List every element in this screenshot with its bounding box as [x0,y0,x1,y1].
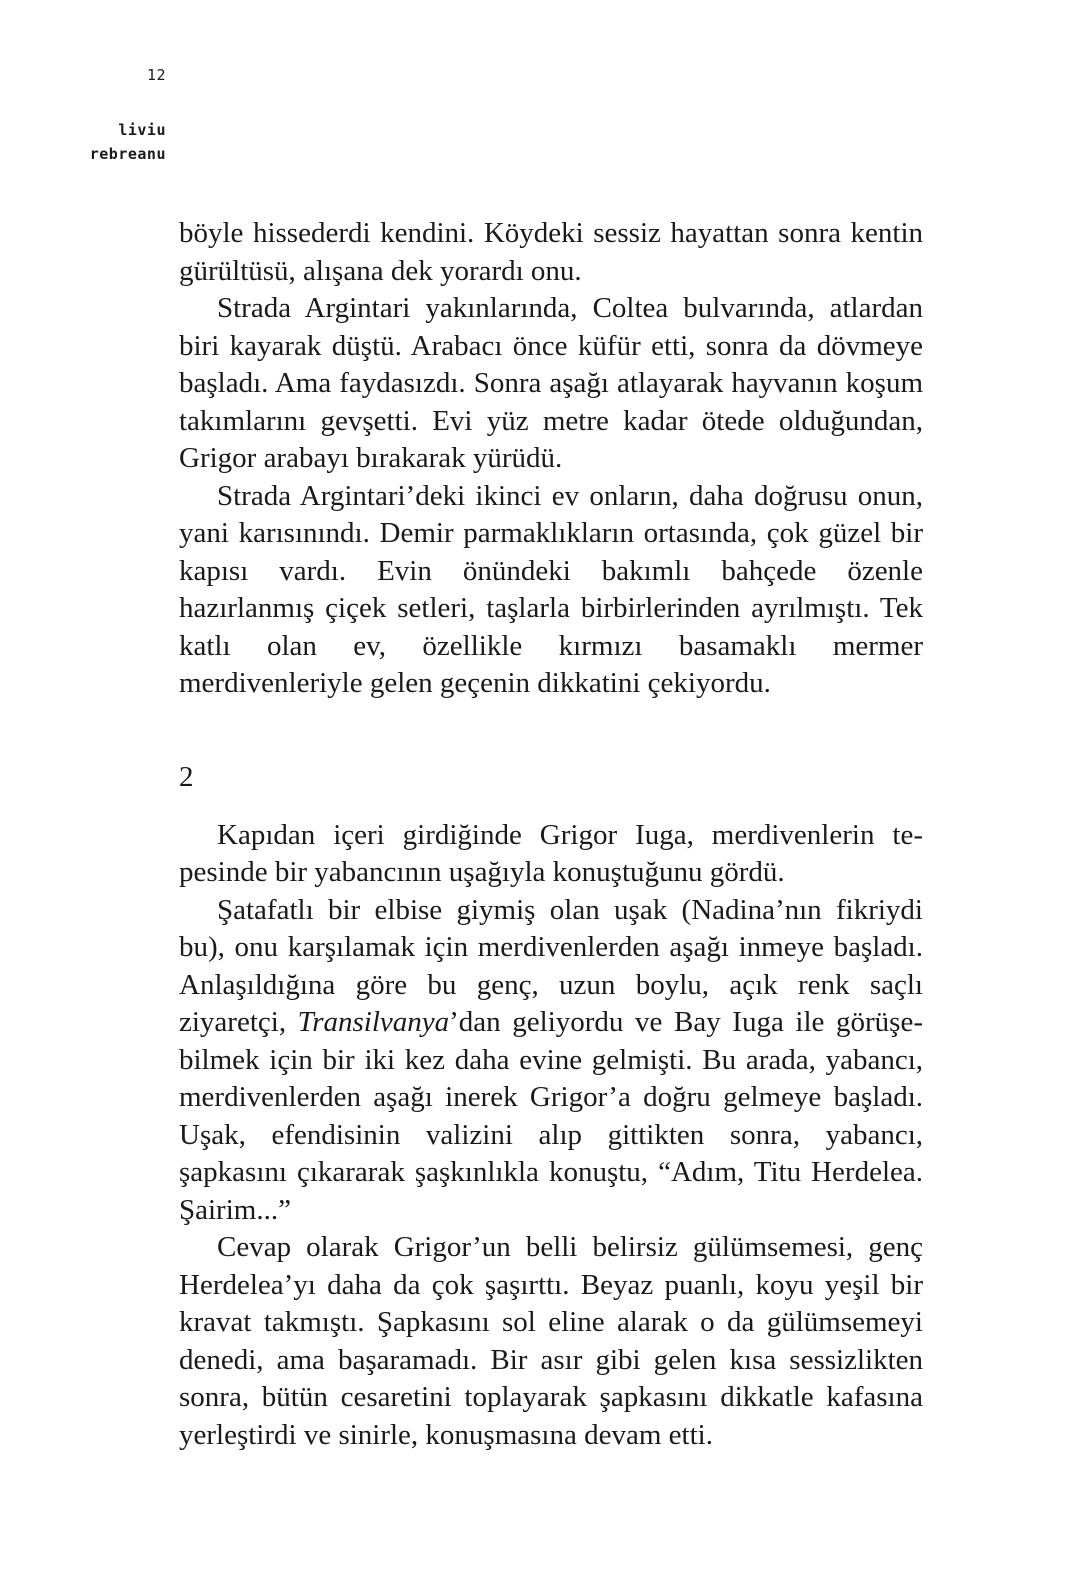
author-first-name: liviu [118,121,166,139]
paragraph: Strada Argintari’deki ikinci ev onların, daha doğrusu onun, yani karısınındı. Demir parmaklıkların ortasında, çok güzel bir kapısı vardı. Evin önündeki bakımlı bahçede özenle hazırlanmış çiçek setleri, taşlarla birbirlerinden ayrılmıştı. Tek katlı olan ev, özellikle kırmızı basamaklı mermer merdivenleriyle gelen geçenin dikkatini çekiyordu. [179,479,923,699]
running-head-author [40,118,166,166]
paragraph: Strada Argintari yakınlarında, Coltea bulvarında, atlardan biri kayarak düştü. Arabacı önce küfür etti, sonra da dövmeye başladı. Ama faydasızdı. Sonra aşağı atlayarak hayvanın koşum takımlarını gevşetti. Evi yüz metre kadar ötede olduğundan, Grigor arabayı bırakarak yürüdü. [179,292,923,474]
section-spacer [179,809,923,817]
paragraph: Cevap olarak Grigor’un belli belirsiz gülümsemesi, genç Herdelea’yı daha da çok şaşırttı. Beyaz puanlı, koyu yeşil bir kravat takmıştı. Şapkasını sol eline alarak o da gülümsemeyi denedi, ama başaramadı. Bir asır gibi gelen kısa sessizlikten sonra, bütün cesaretini toplayarak şapkasını dikkatle kafasına yerleştirdi ve sinirle, konuşmasına devam etti. [179,1231,923,1451]
paragraph: Kapıdan içeri girdiğinde Grigor Iuga, merdivenlerin tepesinde bir yabancının uşağıyla konuştuğunu gördü. [179,818,923,888]
page-number: 12 [146,66,166,84]
section-spacer [179,703,923,759]
italic-place-name: Transilvanya [297,1006,450,1038]
paragraph: böyle hissederdi kendini. Köydeki sessiz hayattan sonra kentin gürültüsü, alışana dek yorardı onu. [179,217,923,287]
paragraph [179,892,923,1230]
author-last-name: rebreanu [89,145,166,163]
chapter-section-number: 2 [179,760,194,793]
paragraph-text: Şatafatlı bir elbise giymiş olan uşak (Nadina’nın fikriydi bu), onu karşılamak için merdivenlerden aşağı inmeye başladı. Anlaşıldığına göre bu genç, uzun boylu, açık renk saçlı ziyaretçi, [179,893,923,1038]
body-text [179,215,923,1454]
paragraph-text: ’dan geliyordu ve Bay Iuga ile görüşebilmek için bir iki kez daha evine gelmişti. Bu arada, yabancı, merdivenlerden aşağı inerek Grigor’a doğru gelmeye başladı. Uşak, efendisinin valizini alıp gittikten sonra, yabancı, şapkasını çıkararak şaşkınlıkla konuştu, “Adım, Titu Herdelea. Şairim...” [179,1006,923,1226]
